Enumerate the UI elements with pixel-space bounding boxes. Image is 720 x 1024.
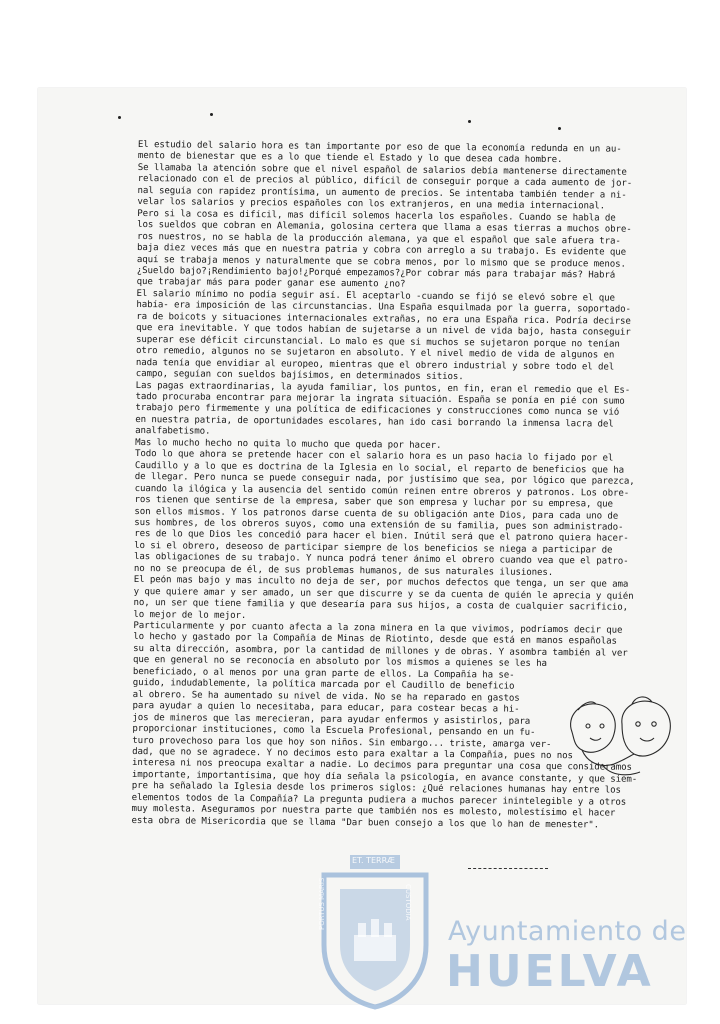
text-line: no, un ser que tiene familia y que desearía para sus hijos, a costa de cualquier sacrificio,	[133, 598, 629, 613]
sketch-drawing	[562, 694, 682, 780]
text-line: El salario mínimo no podía seguir así. El aceptarlo -cuando se fijó se elevó sobre el que	[136, 288, 615, 304]
text-line: cuando la ilógica y la ausencia del sentido común reinen entre obreros y patronos. Los obre-	[134, 483, 630, 499]
text-line: Todo lo que ahora se pretende hacer con el salario hora es un paso hacia lo fijado por el	[134, 449, 614, 464]
text-line: que en general no se reconocía en absoluto por los mismos a quienes se les ha	[132, 655, 547, 670]
text-line: beneficiado, o al menos por una gran parte de ellos. La Compañía ha se-	[132, 666, 515, 681]
text-line: lo si el obrero, deseoso de participar siempre de los beneficios se niega a participar de	[134, 540, 613, 556]
stray-mark	[558, 127, 561, 130]
stray-mark	[210, 113, 213, 116]
text-line: las obligaciones de su trabajo. Y nunca podrá tener ánimo el obrero cuando vea que el patro-	[133, 552, 629, 568]
text-line: analfabetismo.	[135, 426, 211, 438]
text-line: lo mejor de lo mejor.	[133, 609, 247, 621]
text-line: Las pagas extraordinarias, la ayuda familiar, los puntos, en fin, eran el remedio que el Es-	[135, 380, 631, 396]
text-line: tado procuraba encontrar para mejorar la ingrata situación. España se ponía en pié con sumo	[135, 391, 625, 407]
text-line: ros nuestros, no se habla de la producción alemana, ya que el español que sale afuera tra-	[137, 231, 621, 247]
text-line: muy molesta. Aseguramos por nuestra parte que también nos es molesto, molestísimo el hacer	[131, 804, 616, 819]
text-line: Caudillo y a lo que es doctrina de la Iglesia en lo social, el reparto de beneficios que ha	[134, 460, 625, 476]
text-line: esta obra de Misericordia que se llama "Dar buen consejo a los que lo han de menester".	[131, 815, 600, 831]
text-line: turo provechoso para los que hoy son niños. Sin embargo... triste, amarga ver-	[132, 735, 552, 750]
text-line: son ellos mismos. Y los patronos darse cuenta de su obligación ante Dios, para cada uno de	[134, 506, 619, 522]
crest-right-band: CUSTODIA	[404, 884, 412, 921]
text-line: que trabajar más para poder ganar ese aumento ¿no?	[136, 277, 406, 291]
text-line: baja diez veces más que en nuestra patria y cobra con arreglo a su trabajo. Es evidente que	[136, 243, 627, 258]
text-line: otro remedio, algunos no se sujetaron en absoluto. Y el nivel medio de vida de algunos en	[135, 346, 615, 361]
stray-mark	[468, 120, 471, 123]
text-line: para ayudar a quien lo necesitaba, para educar, para costear becas a hi-	[132, 701, 520, 715]
crest-left-band: PORTUS MARIS	[318, 877, 326, 930]
text-line: aquí se trabaja menos y naturalmente que se cobra menos, por lo mismo que se produce menos.	[136, 254, 627, 270]
text-line: los sueldos que cobran en Alemania, golosina certera que llama a esas tierras a muchos obre-	[137, 220, 632, 235]
text-line: su alta dirección, asombra, por la cantidad de millones y de obras. Y asombra también al ver	[133, 643, 628, 659]
text-line: elementos todos de la Compañía? La pregunta pudiera a muchos parecer inintelegible y a otros	[131, 792, 627, 808]
text-line: sus hombres, de los obreros suyos, como una extensión de su familia, pues son administrado-	[134, 517, 624, 533]
text-line: res de lo que Dios les concedió para hacer el bien. Inútil será que el patrono quiera hacer-	[134, 529, 629, 545]
text-line: que era inevitable. Y que todos habían de sujetarse a un nivel de vida bajo, hasta conseguir	[136, 323, 631, 338]
text-line: El estudio del salario hora es tan importante por eso de que la economía redunda en un au-	[137, 140, 622, 155]
text-line: guido, indudablemente, la política marcada por el Caudillo de beneficio	[132, 678, 515, 692]
text-line: proporcionar instituciones, como la Escuela Profesional, pensando en un fu-	[132, 724, 536, 738]
text-line: Mas lo mucho hecho no quita lo mucho que queda por hacer.	[135, 437, 442, 451]
text-line: al obrero. Se ha aumentado su nivel de vida. No se ha reparado en gastos	[132, 689, 520, 704]
text-line: Particularmente y por cuanto afecta a la zona minera en la que vivimos, podríamos decir que	[133, 621, 623, 636]
text-line: de llegar. Pero nunca se puede conseguir nada, por justísimo que sea, por lógico que parezca,	[134, 472, 635, 487]
text-line: no no se preocupa de él, de sus problemas humanos, de sus naturales ilusiones.	[133, 563, 554, 578]
text-line: importante, importantísima, que hoy día señala la psicología, en avance constante, y que siem-	[131, 769, 638, 785]
signoff-rule	[468, 868, 548, 871]
text-line: ra de boicots y situaciones internacionales extrañas, no era una España rica. Podría decirse	[136, 311, 631, 327]
text-line: mento de bienestar que es a lo que tiende el Estado y lo que desea cada hombre.	[137, 151, 563, 166]
text-line: nada tenía que envidiar al europeo, mientras que el obrero industrial y sobre todo el del	[135, 357, 615, 373]
watermark-line2: HUELVA	[446, 946, 654, 997]
text-line: Pero si la cosa es difícil, mas difícil solemos hacerla los españoles. Cuando se habla de	[137, 208, 616, 224]
text-line: superar ese déficit circunstancial. Lo malo es que si muchos se sujetaron porque no tenían	[136, 334, 620, 350]
text-line: lo hecho y gastado por la Compañía de Minas de Riotinto, desde que está en manos españolas	[133, 632, 618, 648]
text-line: ros tienen que sentirse de la empresa, saber que son empresa y luchar por su empresa, que	[134, 495, 613, 510]
text-line: dad, que no se agradece. Y no decimos esto para exaltar a la Compañía, pues no nos	[132, 746, 573, 762]
watermark-line1: Ayuntamiento de	[448, 916, 687, 947]
text-line: en nuestra patria, de oportunidades escolares, han ido casi borrando la inmensa lacra del	[135, 414, 614, 430]
text-line: había- era imposición de las circunstancias. Una España esquilmada por la guerra, soportado-	[136, 300, 631, 316]
text-line: El peón mas bajo y mas inculto no deja de ser, por muchos defectos que tenga, un ser que ama	[133, 575, 629, 590]
text-line: ¿Sueldo bajo?¡Rendimiento bajo!¿Porqué empezamos?¿Por cobrar más para trabajar más? Habrá	[136, 265, 616, 281]
crest-top-band: ET. TERRÆ	[352, 856, 395, 865]
text-line: relacionado con el de precios al público, difícil de conseguir porque a cada aumento de jor-	[137, 174, 633, 190]
text-line: velar los salarios y precios españoles con los extranjeros, en una media internacional.	[137, 197, 606, 212]
city-crest-watermark	[310, 853, 440, 1013]
text-line: pre ha señalado la Iglesia desde los primeros siglos: ¿Qué relaciones humanas hay entre los	[131, 781, 621, 797]
text-line: y que quiere amar y ser amado, un ser que discurre y se da cuenta de quién le aprecia y quién	[133, 586, 634, 602]
text-line: trabajo pero firmemente y una política de edificaciones y construcciones como nunca se vió	[135, 403, 620, 419]
text-line: nal seguía con rapidez prontísima, un aumento de precios. Se intentaba también tender a ni-	[137, 185, 627, 201]
text-line: interesa ni nos preocupa exaltar a nadie. Lo decimos para preguntar una cosa que consideramos	[131, 758, 632, 774]
stray-mark	[118, 116, 121, 119]
text-line: jos de mineros que las merecieran, para ayudar enfermos y asistirlos, para	[132, 712, 531, 727]
text-line: Se llamaba la atención sobre que el nivel español de salarios debía mantenerse directamente	[137, 162, 627, 178]
text-line: campo, seguían con sueldos bajísimos, en determinados sitios.	[135, 369, 464, 383]
